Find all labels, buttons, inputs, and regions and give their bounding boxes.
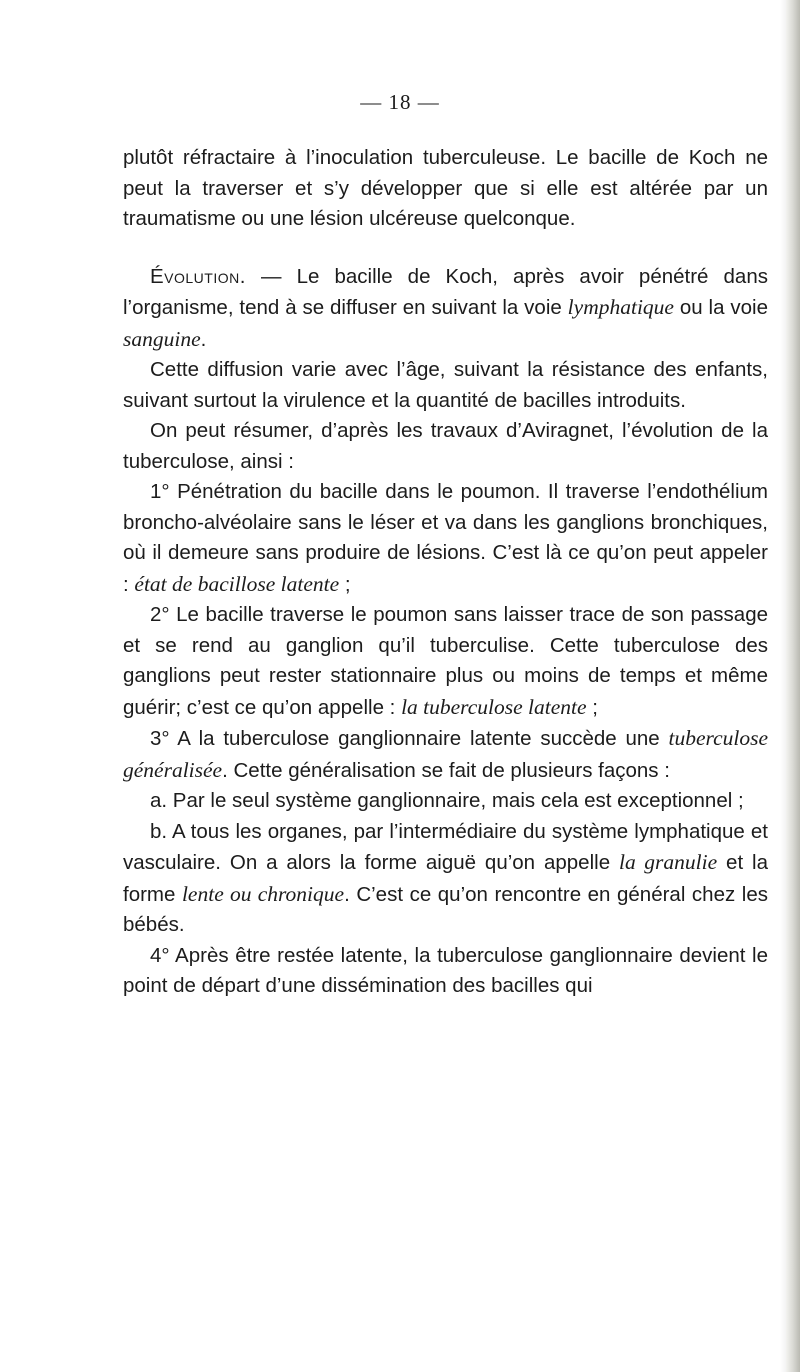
text-run: 1° Pénétration du bacille dans le poumon. Il traverse l’endothélium broncho-alvéolaire sans le léser et va dans les ganglions bronchiques, où il demeure sans produire de lésions. C’est là ce qu’on peut appeler : (123, 480, 768, 596)
italic-term: lente ou chronique (181, 881, 345, 906)
text-run: ou la voie (673, 296, 769, 319)
text-run: ; (586, 695, 598, 719)
paragraph-evolution (123, 262, 768, 356)
text-run: 3° A la tuberculose ganglionnaire latente succède une (150, 727, 669, 750)
italic-term: lymphatique (567, 295, 674, 319)
page-edge-shadow (780, 0, 786, 1372)
italic-term: la tuberculose latente (401, 694, 587, 719)
list-item-2 (123, 600, 768, 723)
paragraph-summary: On peut résumer, d’après les travaux d’Aviragnet, l’évolution de la tuberculose, ainsi : (123, 419, 768, 473)
text-run: et la forme (123, 851, 768, 906)
text-run: ; (339, 572, 351, 596)
page-edge (786, 0, 800, 1372)
italic-term: tuberculose généralisée (123, 726, 768, 782)
paragraph-diffusion: Cette diffusion varie avec l’âge, suivant la résistance des enfants, suivant surtout la virulence et la quantité de bacilles introduits. (123, 358, 768, 412)
text-run: — Le bacille de Koch, après avoir pénétré dans l’organisme, tend à se diffuser en suivant la voie (123, 264, 768, 319)
text-run: . C’est ce qu’on rencontre en général chez les bébés. (123, 882, 768, 936)
body-text (123, 143, 768, 1002)
italic-term: état de bacillose latente (134, 571, 340, 596)
italic-term: la granulie (619, 850, 718, 874)
list-item-4: 4° Après être restée latente, la tuberculose ganglionnaire devient le point de départ d’une dissémination des bacilles qui (123, 943, 768, 997)
page-number: — 18 — (360, 90, 440, 114)
sub-item-b (123, 817, 768, 941)
list-item-1 (123, 477, 768, 600)
section-heading: Évolution. (150, 264, 246, 288)
sub-item-a: a. Par le seul système ganglionnaire, mais cela est exceptionnel ; (150, 789, 744, 812)
text-run: 2° Le bacille traverse le poumon sans laisser trace de son passage et se rend au ganglion qu’il tuberculise. Cette tuberculose des ganglions peut rester stationnaire plus ou moins de temps et même guérir; c’est ce qu’on appelle : (123, 603, 768, 719)
list-item-3 (123, 723, 768, 786)
text-run: . (200, 327, 207, 351)
text-run: . Cette généralisation se fait de plusieurs façons : (222, 758, 670, 782)
italic-term: sanguine (123, 326, 201, 351)
paragraph-continuation: plutôt réfractaire à l’inoculation tuberculeuse. Le bacille de Koch ne peut la traverser et s’y développer que si elle est altérée par un traumatisme ou une lésion ulcéreuse quelconque. (123, 146, 768, 230)
text-run: b. A tous les organes, par l’intermédiaire du système lymphatique et vasculaire. On a alors la forme aiguë qu’on appelle (123, 819, 768, 874)
